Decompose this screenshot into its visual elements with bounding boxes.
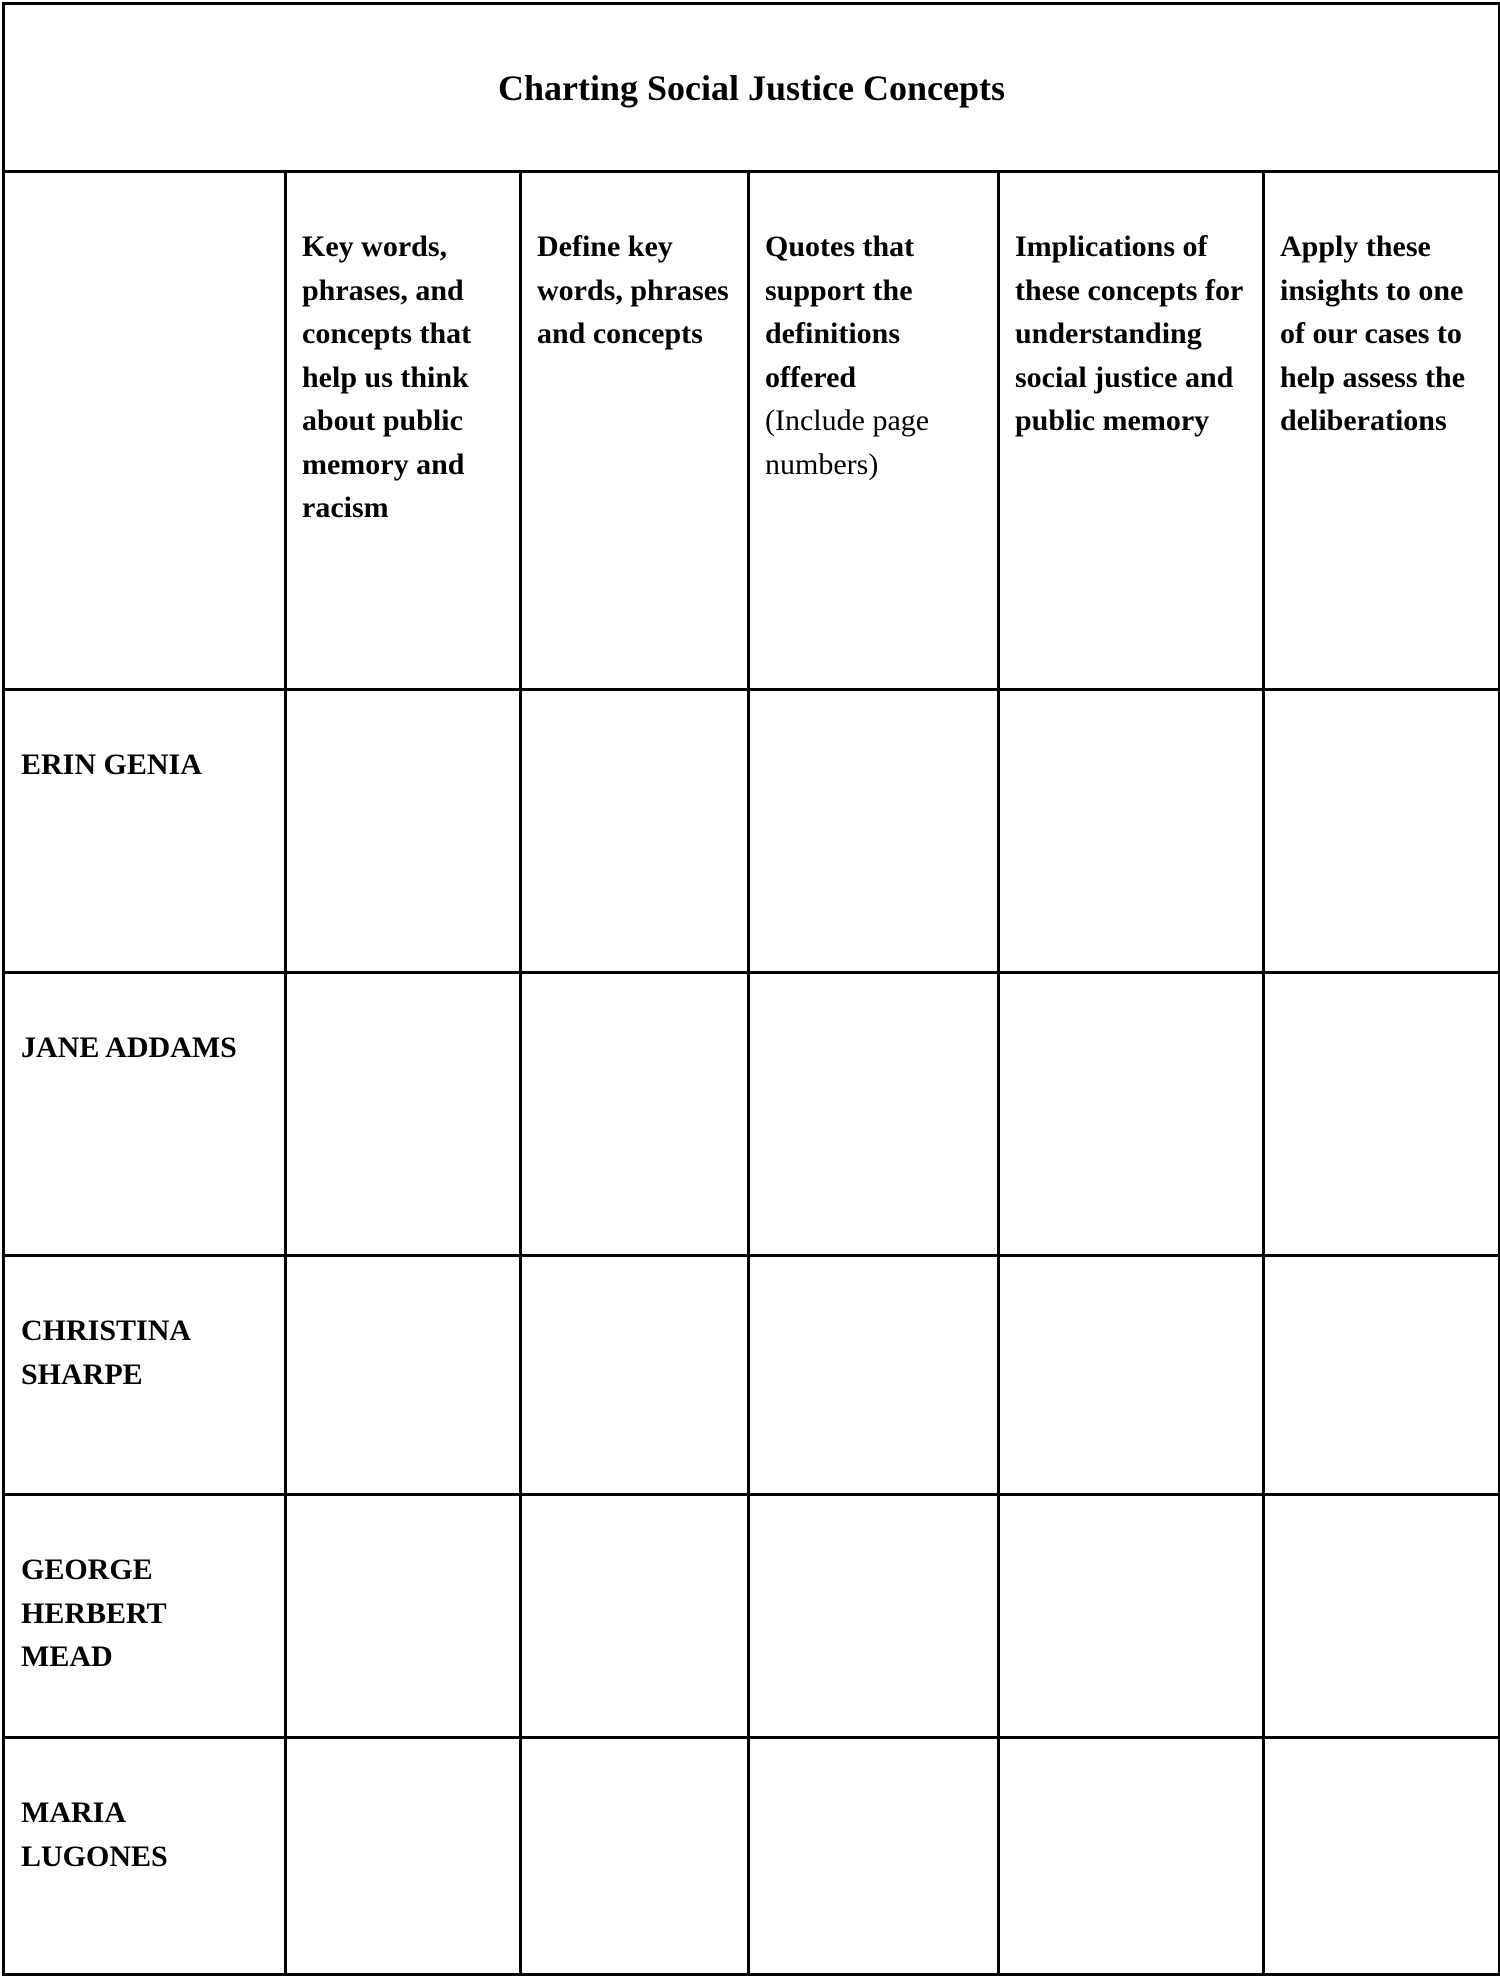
entry-cell[interactable] — [999, 1495, 1264, 1738]
entry-cell[interactable] — [521, 1256, 749, 1495]
header-row — [4, 172, 1500, 690]
entry-cell[interactable] — [286, 1495, 521, 1738]
table-row — [4, 973, 1500, 1256]
table-title: Charting Social Justice Concepts — [4, 4, 1500, 172]
title-row — [4, 4, 1500, 172]
table-row — [4, 1495, 1500, 1738]
entry-cell[interactable] — [749, 973, 999, 1256]
entry-cell[interactable] — [521, 973, 749, 1256]
entry-cell[interactable] — [749, 690, 999, 973]
entry-cell[interactable] — [999, 690, 1264, 973]
entry-cell[interactable] — [286, 1256, 521, 1495]
header-key-words: Key words, phrases, and concepts that help us think about public memory and racism — [286, 172, 521, 690]
entry-cell[interactable] — [999, 973, 1264, 1256]
header-implications: Implications of these concepts for understanding social justice and public memory — [999, 172, 1264, 690]
entry-cell[interactable] — [999, 1256, 1264, 1495]
header-define-key-words: Define key words, phrases and concepts — [521, 172, 749, 690]
social-justice-concepts-table — [2, 2, 1500, 1976]
table-row — [4, 690, 1500, 973]
row-name-cell: MARIA LUGONES — [4, 1738, 286, 1975]
table-row — [4, 1256, 1500, 1495]
entry-cell[interactable] — [1264, 973, 1500, 1256]
row-name-cell: CHRISTINA SHARPE — [4, 1256, 286, 1495]
header-quotes-label: Quotes that support the definitions offered — [765, 230, 915, 394]
entry-cell[interactable] — [749, 1738, 999, 1975]
header-apply-insights: Apply these insights to one of our cases to help assess the deliberations — [1264, 172, 1500, 690]
entry-cell[interactable] — [286, 1738, 521, 1975]
header-quotes — [749, 172, 999, 690]
header-quotes-note: (Include page numbers) — [765, 404, 930, 481]
entry-cell[interactable] — [749, 1495, 999, 1738]
row-name-cell: JANE ADDAMS — [4, 973, 286, 1256]
entry-cell[interactable] — [286, 690, 521, 973]
entry-cell[interactable] — [1264, 690, 1500, 973]
entry-cell[interactable] — [1264, 1495, 1500, 1738]
entry-cell[interactable] — [521, 1495, 749, 1738]
entry-cell[interactable] — [1264, 1738, 1500, 1975]
entry-cell[interactable] — [521, 1738, 749, 1975]
header-cell-empty — [4, 172, 286, 690]
entry-cell[interactable] — [1264, 1256, 1500, 1495]
entry-cell[interactable] — [286, 973, 521, 1256]
row-name-cell: ERIN GENIA — [4, 690, 286, 973]
entry-cell[interactable] — [521, 690, 749, 973]
entry-cell[interactable] — [999, 1738, 1264, 1975]
row-name-cell: GEORGE HERBERT MEAD — [4, 1495, 286, 1738]
table-row — [4, 1738, 1500, 1975]
entry-cell[interactable] — [749, 1256, 999, 1495]
